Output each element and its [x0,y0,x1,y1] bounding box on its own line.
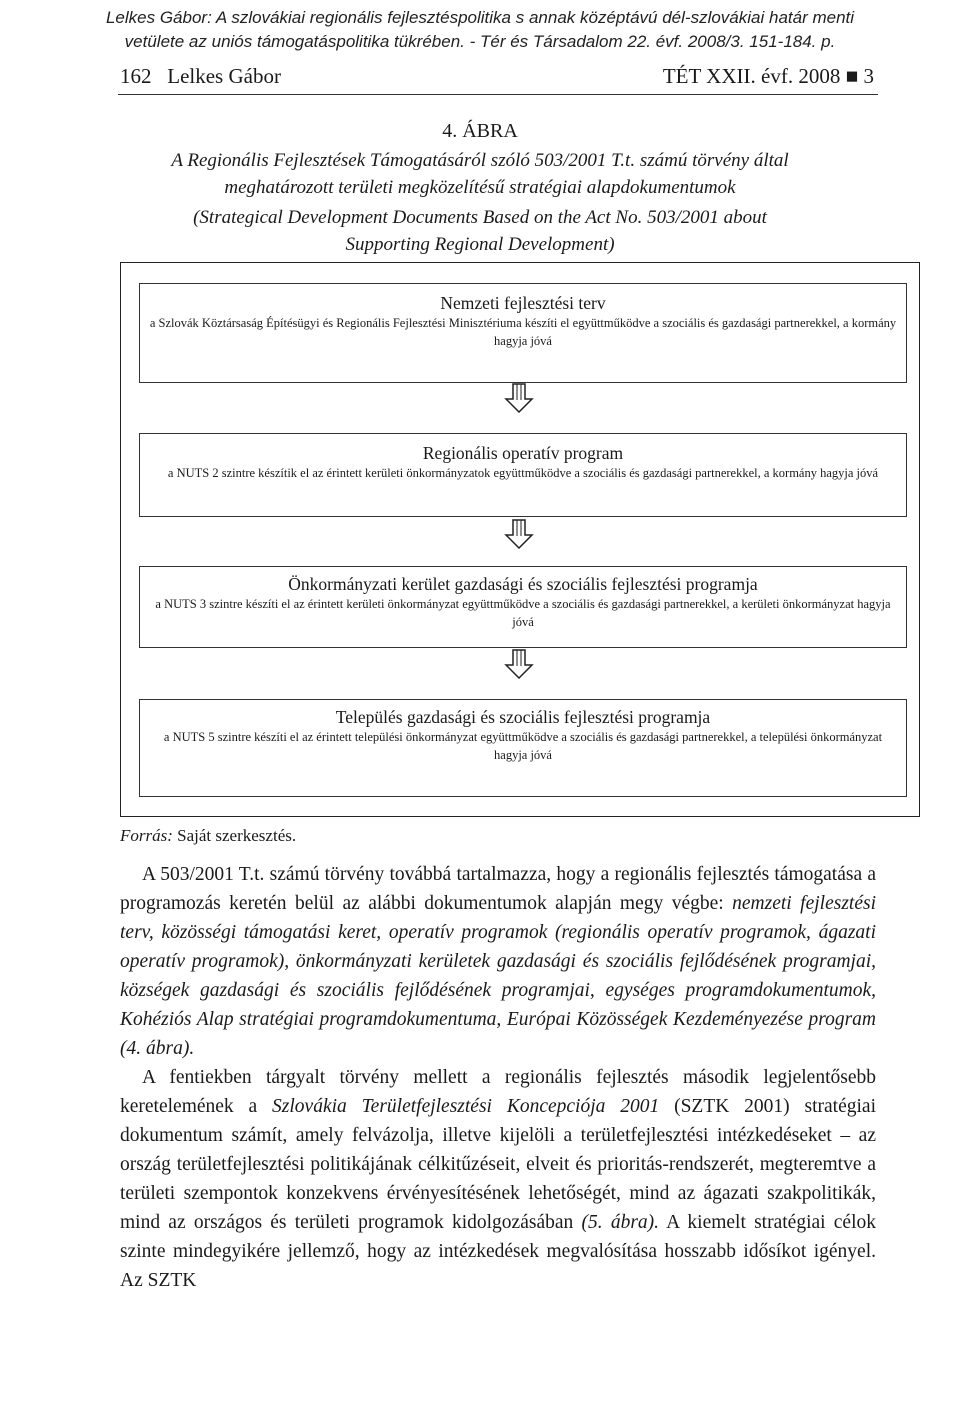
paragraph-2-emphasis-a: Szlovákia Területfejlesztési Koncepciója 2001 [272,1096,660,1117]
box-title: Nemzeti fejlesztési terv [440,293,606,313]
diagram-box-municipal-program [139,699,907,797]
running-head [118,64,878,95]
figure-caption [100,118,860,258]
paragraph-1-text: A 503/2001 T.t. számú törvény továbbá tartalmazza, hogy a regionális fejlesztés támogatása a programozás keretén belül az alábbi dokumentumok alapján megy végbe: [120,864,876,914]
figure-title-en: (Strategical Development Documents Based on the Act No. 503/2001 about Supporting Regional Development) [193,207,767,255]
diagram-box-county-program [139,566,907,648]
figure-title-hu: A Regionális Fejlesztések Támogatásáról szóló 503/2001 T.t. számú törvény által meghatározott területi megközelítésű stratégiai alapdokumentumok [171,150,789,198]
paragraph-2-text-b: (SZTK 2001) stratégiai dokumentum számít, amely felvázolja, illetve kijelöli a területfejlesztési intézkedéseket – az ország területfejlesztési politikájának célkitűzéseit, elveit és prioritás-rendszerét, megteremtve a területi szempontok konzekvens érvényesítésének lehetőségét, mind az ágazati szakpolitikák, mind az országos és területi programok kidolgozásában [120,1096,876,1233]
box-text: a NUTS 5 szintre készíti el az érintett települési önkormányzat együttműködve a szociális és gazdasági partnerekkel, a települési önkormányzat hagyja jóvá [163,730,883,762]
flow-diagram [120,262,920,817]
paragraph-2-text-c: A kiemelt stratégiai célok szinte mindegyikére jellemző, hogy az intézkedések megvalósítása hosszabb idősíkot igényel. Az SZTK [120,1212,877,1291]
box-title: Önkormányzati kerület gazdasági és szociális fejlesztési programja [288,574,758,594]
citation-header [0,6,960,54]
down-arrow-icon [504,519,534,549]
citation-line-2: vetülete az uniós támogatáspolitika tükrében. - Tér és Társadalom 22. évf. 2008/3. 151-184. p. [124,32,836,51]
paragraph-2-emphasis-b: (5. ábra). [581,1212,660,1233]
diagram-box-national-plan [139,283,907,383]
box-title: Regionális operatív program [422,443,624,463]
source-label: Forrás: [120,826,173,845]
paragraph-2 [120,1063,876,1295]
box-title: Település gazdasági és szociális fejlesztési programja [335,707,711,727]
box-text: a NUTS 3 szintre készíti el az érintett kerületi önkormányzat együttműködve a szociális és gazdasági partnerekkel, a kerületi önkormányzat hagyja jóvá [155,597,891,629]
down-arrow-icon [504,649,534,679]
paragraph-2-text-a: A fentiekben tárgyalt törvény mellett a regionális fejlesztés második legjelentősebb keretelemének a [120,1067,876,1117]
body-text [120,860,876,1295]
paragraph-1-emphasis: nemzeti fejlesztési terv, közösségi támogatási keret, operatív programok (regionális operatív programok, ágazati operatív programok), önkormányzati kerületek gazdasági és szociális fejlődésének programjai, községek gazdasági és szociális fejlődésének programjai, egységes programdokumentumok, Kohéziós Alap stratégiai programdokumentuma, Európai Közösségek Kezdeményezése program (4. ábra). [120,893,876,1059]
citation-line-1: Lelkes Gábor: A szlovákiai regionális fejlesztéspolitika s annak középtávú dél-szlovákiai határ menti [105,8,855,27]
box-text: a Szlovák Köztársaság Építésügyi és Regionális Fejlesztési Minisztériuma készíti el együttműködve a szociális és gazdasági partnerekkel, a kormány hagyja jóvá [149,316,897,348]
paragraph-1 [120,860,876,1063]
down-arrow-icon [504,383,534,413]
source-value: Saját szerkesztés. [177,826,297,845]
figure-source [120,826,296,846]
journal-issue: TÉT XXII. évf. 2008 ■ 3 [662,64,874,88]
diagram-box-regional-program [139,433,907,517]
figure-label: 4. ÁBRA [442,120,518,142]
box-text: a NUTS 2 szintre készítik el az érintett kerületi önkormányzatok együttműködve a szociális és gazdasági partnerekkel, a kormány hagyja jóvá [167,466,879,480]
page-number-author: 162 Lelkes Gábor [120,64,281,88]
